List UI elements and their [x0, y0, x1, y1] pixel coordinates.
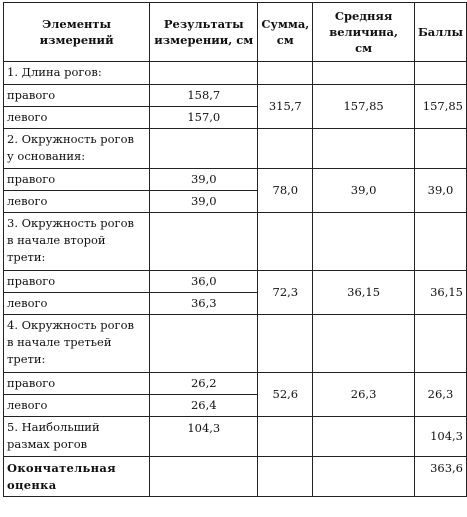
measurement-table-wrapper	[3, 2, 467, 497]
left-label: левого	[4, 107, 150, 129]
sum-value: 52,6	[258, 373, 313, 417]
score-value: 157,85	[414, 85, 466, 129]
group-title: 2. Окружность рогов у основания:	[4, 129, 150, 169]
mean-value: 39,0	[313, 169, 415, 213]
mean-value: 26,3	[313, 373, 415, 417]
right-horn-row	[4, 271, 467, 293]
left-value: 26,4	[150, 395, 258, 417]
right-horn-row	[4, 85, 467, 107]
group-title: 3. Окружность рогов в начале второй трети:	[4, 213, 150, 271]
header-elements: Элементы измерений	[4, 3, 150, 62]
group-title-row	[4, 62, 467, 85]
header-score: Баллы	[414, 3, 466, 62]
score-value: 39,0	[414, 169, 466, 213]
left-label: левого	[4, 191, 150, 213]
left-value: 36,3	[150, 293, 258, 315]
max-span-row	[4, 417, 467, 457]
score-value: 36,15	[414, 271, 466, 315]
right-label: правого	[4, 271, 150, 293]
right-label: правого	[4, 373, 150, 395]
right-label: правого	[4, 85, 150, 107]
mean-value: 36,15	[313, 271, 415, 315]
right-label: правого	[4, 169, 150, 191]
right-value: 39,0	[150, 169, 258, 191]
score-value: 26,3	[414, 373, 466, 417]
header-results: Результаты измерении, см	[150, 3, 258, 62]
group-title-row	[4, 213, 467, 271]
sum-value: 315,7	[258, 85, 313, 129]
header-row	[4, 3, 467, 62]
left-value: 157,0	[150, 107, 258, 129]
header-mean: Средняя величина, см	[313, 3, 415, 62]
group-title: 4. Окружность рогов в начале третьей трети:	[4, 315, 150, 373]
horn-measurement-table	[3, 2, 467, 497]
header-sum: Сумма, см	[258, 3, 313, 62]
group-title: 1. Длина рогов:	[4, 62, 150, 85]
final-score-label: Окончательная оценка	[4, 457, 150, 497]
mean-value: 157,85	[313, 85, 415, 129]
sum-value: 72,3	[258, 271, 313, 315]
right-horn-row	[4, 169, 467, 191]
right-value: 36,0	[150, 271, 258, 293]
left-label: левого	[4, 293, 150, 315]
final-score-row	[4, 457, 467, 497]
group-title-row	[4, 315, 467, 373]
right-value: 158,7	[150, 85, 258, 107]
max-span-value: 104,3	[150, 417, 258, 457]
right-value: 26,2	[150, 373, 258, 395]
final-score-value: 363,6	[414, 457, 466, 497]
left-label: левого	[4, 395, 150, 417]
sum-value: 78,0	[258, 169, 313, 213]
max-span-label: 5. Наибольший размах рогов	[4, 417, 150, 457]
left-value: 39,0	[150, 191, 258, 213]
max-span-score: 104,3	[414, 417, 466, 457]
group-title-row	[4, 129, 467, 169]
right-horn-row	[4, 373, 467, 395]
